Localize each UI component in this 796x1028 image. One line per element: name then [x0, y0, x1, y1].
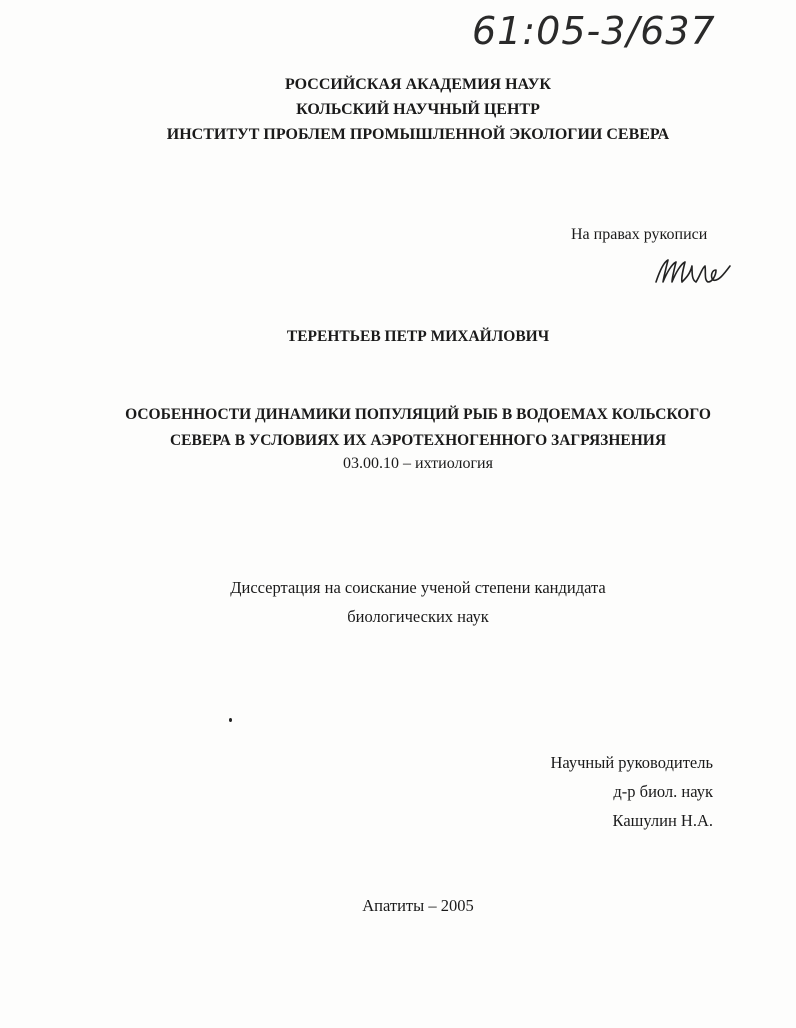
- author-name: ТЕРЕНТЬЕВ ПЕТР МИХАЙЛОВИЧ: [286, 328, 550, 345]
- advisor-degree: д-р биол. наук: [613, 782, 713, 801]
- degree-line-1: Диссертация на соискание ученой степени кандидата: [230, 578, 606, 597]
- advisor-name: Кашулин Н.А.: [612, 811, 713, 830]
- advisor-role: Научный руководитель: [550, 753, 713, 772]
- degree-statement: [0, 573, 796, 631]
- rights-note: На правах рукописи: [571, 226, 708, 243]
- scientific-advisor: [550, 748, 713, 835]
- place-and-year: Апатиты – 2005: [362, 896, 474, 915]
- handwritten-signature: [650, 252, 734, 290]
- org-academy: РОССИЙСКАЯ АКАДЕМИЯ НАУК: [284, 76, 551, 93]
- title-line-2: СЕВЕРА В УСЛОВИЯХ ИХ АЭРОТЕХНОГЕННОГО ЗАГРЯЗНЕНИЯ: [169, 432, 667, 449]
- org-center: КОЛЬСКИЙ НАУЧНЫЙ ЦЕНТР: [296, 101, 540, 118]
- dissertation-title: [0, 402, 796, 454]
- handwritten-code-text: 61:05-3/637: [472, 9, 716, 53]
- title-line-1: ОСОБЕННОСТИ ДИНАМИКИ ПОПУЛЯЦИЙ РЫБ В ВОДОЕМАХ КОЛЬСКОГО: [125, 406, 711, 423]
- organization-header: [0, 72, 796, 147]
- degree-line-2: биологических наук: [347, 607, 489, 626]
- specialty-code: 03.00.10 – ихтиология: [343, 455, 493, 472]
- scan-speck: [229, 718, 232, 722]
- org-institute: ИНСТИТУТ ПРОБЛЕМ ПРОМЫШЛЕННОЙ ЭКОЛОГИИ СЕВЕРА: [166, 126, 670, 143]
- handwritten-archive-code: [470, 4, 720, 56]
